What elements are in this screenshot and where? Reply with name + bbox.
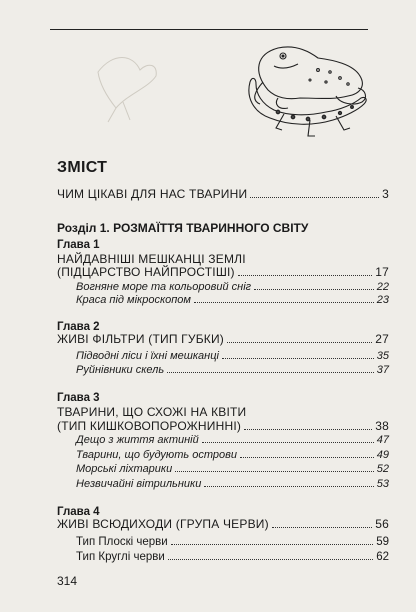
dot-leader <box>202 442 374 443</box>
chapter-heading-4: Глава 4 <box>57 506 100 518</box>
chapter-heading-1: Глава 1 <box>57 239 100 251</box>
toc-subentry: Підводні ліси і їхні мешканці 35 <box>76 350 389 362</box>
page-number: 314 <box>57 574 78 588</box>
dot-leader <box>168 559 373 560</box>
toc-subentry: Руйнівники скель 37 <box>76 364 389 376</box>
dot-leader <box>167 372 374 373</box>
entry-label: ЖИВІ ВСЮДИХОДИ (ГРУПА ЧЕРВИ) <box>57 517 269 531</box>
section-heading: Розділ 1. РОЗМАЇТТЯ ТВАРИННОГО СВІТУ <box>57 221 309 235</box>
dot-leader <box>222 358 374 359</box>
toc-title: ЗМІСТ <box>57 159 108 176</box>
entry-page: 56 <box>375 517 389 531</box>
entry-label: (ПІДЦАРСТВО НАЙПРОСТІШІ) <box>57 265 235 279</box>
toc-subentry: Тип Плоскі черви 59 <box>76 536 389 548</box>
entry-page: 27 <box>375 332 389 346</box>
frog-and-salamander-illustration <box>78 42 378 152</box>
chapter-heading-3: Глава 3 <box>57 392 100 404</box>
toc-subentry: Краса під мікроскопом 23 <box>76 294 389 306</box>
toc-entry-ch1 <box>57 265 389 279</box>
dot-leader <box>240 457 374 458</box>
entry-page: 17 <box>375 265 389 279</box>
entry-page: 38 <box>375 419 389 433</box>
frog-icon <box>255 47 366 108</box>
dot-leader <box>244 429 372 430</box>
toc-subentry: Вогняне море та кольоровий сніг 22 <box>76 281 389 293</box>
dot-leader <box>272 527 372 528</box>
entry-label: ЖИВІ ФІЛЬТРИ (ТИП ГУБКИ) <box>57 332 224 346</box>
faint-bird-icon <box>98 58 156 123</box>
dot-leader <box>204 486 373 487</box>
chapter-title-3-line1: ТВАРИНИ, ЩО СХОЖІ НА КВІТИ <box>57 405 247 419</box>
dot-leader <box>175 471 374 472</box>
toc-subentry: Тварини, що будують острови 49 <box>76 449 389 461</box>
dot-leader <box>194 302 374 303</box>
toc-entry-intro <box>57 187 389 201</box>
top-rule <box>50 29 368 30</box>
entry-label: (ТИП КИШКОВОПОРОЖНИННІ) <box>57 419 242 433</box>
dot-leader <box>227 342 372 343</box>
dot-leader <box>171 544 373 545</box>
toc-entry-ch3 <box>57 419 389 433</box>
entry-label: ЧИМ ЦІКАВІ ДЛЯ НАС ТВАРИНИ <box>57 187 248 201</box>
dot-leader <box>254 289 374 290</box>
chapter-title-1-line1: НАЙДАВНІШІ МЕШКАНЦІ ЗЕМЛІ <box>57 252 246 266</box>
chapter-heading-2: Глава 2 <box>57 321 100 333</box>
toc-subentry: Незвичайні вітрильники 53 <box>76 478 389 490</box>
toc-subentry: Тип Круглі черви 62 <box>76 551 389 563</box>
toc-entry-ch2 <box>57 332 389 346</box>
toc-entry-ch4 <box>57 517 389 531</box>
dot-leader <box>250 197 379 198</box>
dot-leader <box>238 275 372 276</box>
toc-subentry: Дещо з життя актиній 47 <box>76 434 389 446</box>
entry-page: 3 <box>382 187 389 201</box>
toc-subentry: Морські ліхтарики 52 <box>76 463 389 475</box>
salamander-icon <box>249 78 366 136</box>
